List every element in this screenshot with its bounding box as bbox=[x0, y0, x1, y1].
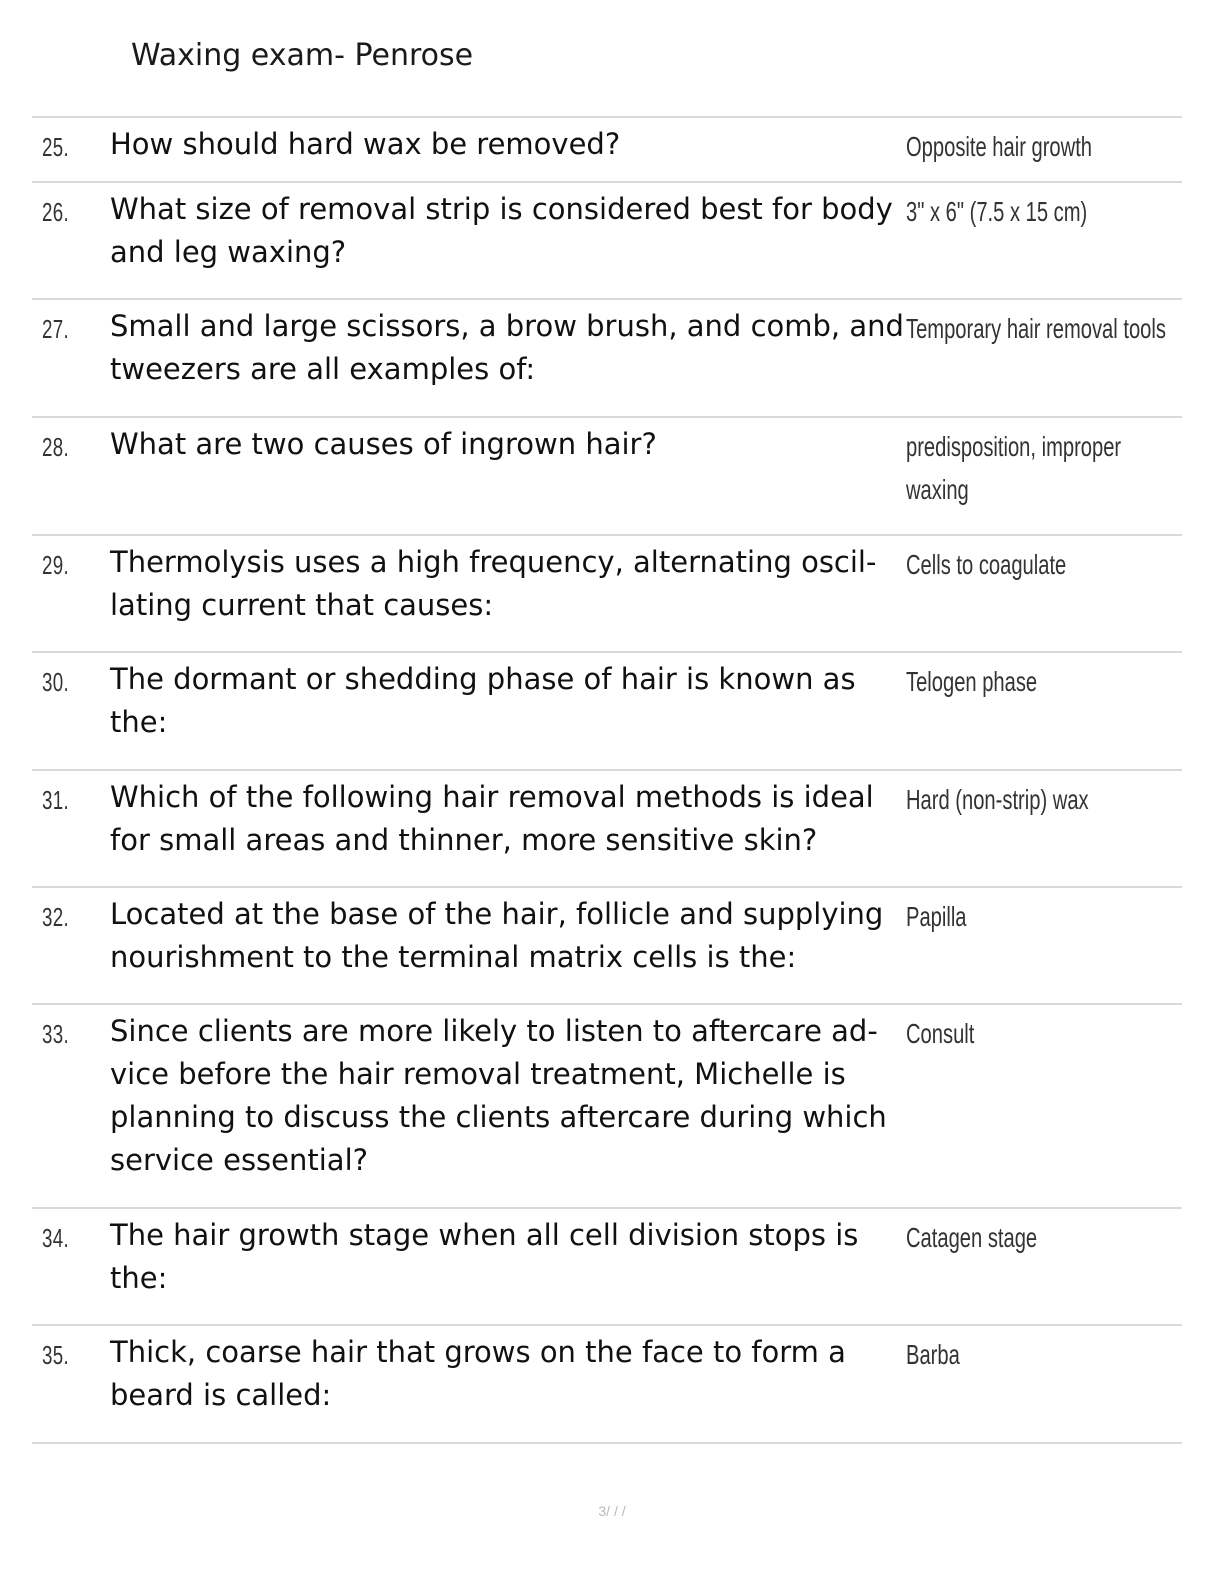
question-text: What are two causes of ingrown hair? bbox=[110, 427, 657, 461]
answer-text: Consult bbox=[906, 1018, 975, 1049]
qa-row bbox=[32, 183, 1182, 300]
qa-row bbox=[32, 888, 1182, 1005]
page-number: 3/ / / bbox=[598, 1503, 626, 1519]
question-text: The dormant or shedding phase of hair is known as the: bbox=[110, 662, 856, 739]
answer-text: Papilla bbox=[906, 901, 967, 932]
qa-row bbox=[32, 418, 1182, 536]
question-number: 28. bbox=[42, 432, 70, 462]
question-number: 33. bbox=[42, 1019, 70, 1049]
answer-text: Opposite hair growth bbox=[906, 131, 1093, 162]
qa-row bbox=[32, 300, 1182, 418]
question-number: 29. bbox=[42, 550, 70, 580]
question-text: How should hard wax be removed? bbox=[110, 127, 621, 161]
answer-text: Cells to coagulate bbox=[906, 549, 1067, 580]
document-title: Waxing exam- Penrose bbox=[131, 38, 474, 73]
question-text: Located at the base of the hair, follicle and supplying nourishment to the terminal matrix cells is the: bbox=[110, 897, 884, 974]
answer-text: Hard (non-strip) wax bbox=[906, 784, 1089, 815]
answer-text: Catagen stage bbox=[906, 1222, 1038, 1253]
question-number: 25. bbox=[42, 132, 70, 162]
question-text: Thick, coarse hair that grows on the face to form a beard is called: bbox=[110, 1335, 846, 1412]
question-number: 26. bbox=[42, 197, 70, 227]
answer-text: Barba bbox=[906, 1339, 960, 1370]
question-text: Since clients are more likely to listen to aftercare ad- vice before the hair removal treatment, Michelle is planning to discuss the clients aftercare during which service essential? bbox=[110, 1014, 887, 1177]
question-text: The hair growth stage when all cell division stops is the: bbox=[110, 1218, 859, 1295]
question-number: 34. bbox=[42, 1223, 70, 1253]
qa-table bbox=[32, 116, 1182, 1444]
question-number: 32. bbox=[42, 902, 70, 932]
question-number: 31. bbox=[42, 785, 70, 815]
question-number: 35. bbox=[42, 1340, 70, 1370]
qa-row bbox=[32, 536, 1182, 653]
question-number: 27. bbox=[42, 314, 70, 344]
answer-text: Temporary hair removal tools bbox=[906, 313, 1166, 344]
question-text: Small and large scissors, a brow brush, and comb, and tweezers are all examples of: bbox=[110, 309, 904, 386]
answer-text: predisposition, improper waxing bbox=[906, 431, 1122, 505]
qa-row bbox=[32, 653, 1182, 771]
question-text: Which of the following hair removal methods is ideal for small areas and thinner, more sensitive skin? bbox=[110, 780, 874, 857]
question-text: Thermolysis uses a high frequency, alternating oscil- lating current that causes: bbox=[110, 545, 877, 622]
question-number: 30. bbox=[42, 667, 70, 697]
qa-row bbox=[32, 771, 1182, 888]
qa-row bbox=[32, 118, 1182, 183]
qa-row bbox=[32, 1326, 1182, 1444]
answer-text: 3" x 6" (7.5 x 15 cm) bbox=[906, 196, 1088, 227]
qa-row bbox=[32, 1209, 1182, 1326]
question-text: What size of removal strip is considered best for body and leg waxing? bbox=[110, 192, 893, 269]
answer-text: Telogen phase bbox=[906, 666, 1038, 697]
qa-row bbox=[32, 1005, 1182, 1209]
